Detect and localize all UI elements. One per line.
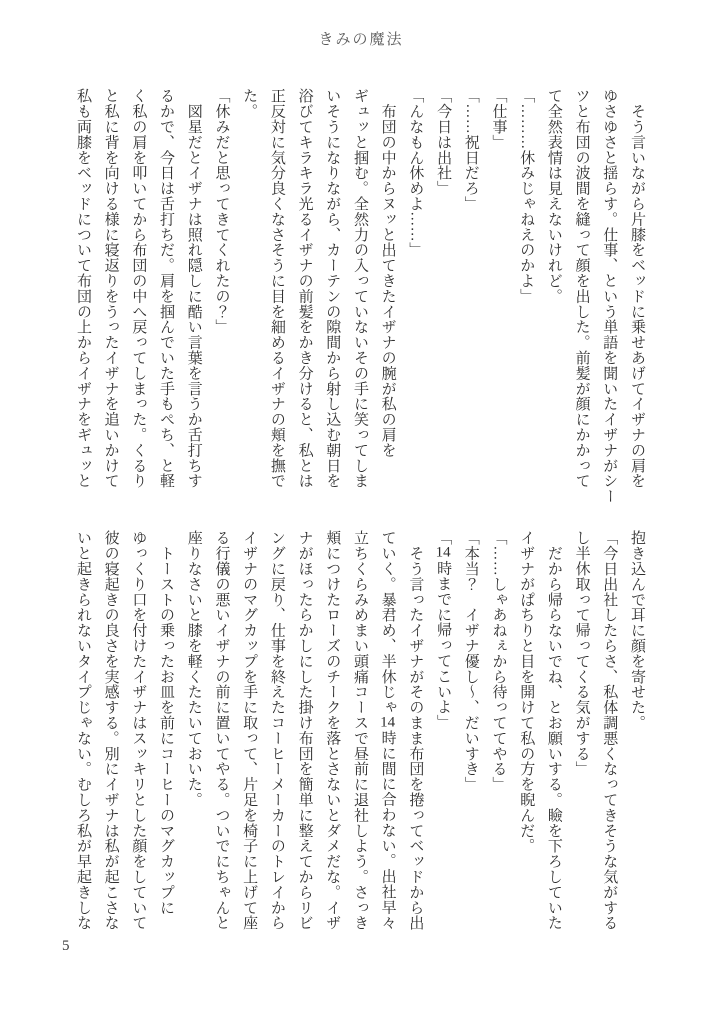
tatechuyoko-number: 14 [435,545,451,561]
text-line: ナがほったらかしにした掛け布団を簡単に整えてからリビ [296,530,313,931]
text-block-top [62,88,650,506]
text-line: そう言いながら片膝をベッドに乗せあげてイザナの肩を [629,88,645,489]
text-line: ていく。暴君め、半休じゃ14時に間に合わない。出社早々 [379,530,396,931]
text-line: いと起きられないタイプじゃない。むしろ私が早起きしな [74,530,91,931]
text-line: イザナがぱちりと目を開けて私の方を睨んだ。 [518,530,535,854]
text-line: 座りなさいと膝を軽くたたいておいた。 [185,530,202,808]
text-line: し半休取って帰ってくる気がする」 [573,530,590,777]
text-line: イザナのマグカップを手に取って、片足を椅子に上げて座 [241,530,258,931]
text-line: て全然表情は見えないけれど。 [545,88,562,304]
text-block-bottom [62,530,650,966]
text-line: と私に背を向ける様に寝返りをうったイザナを追いかけて [102,88,119,489]
text-line: ゆさゆさと揺らす。仕事、という単語を聞いたイザナがシー [601,88,618,504]
text-line: 図星だとイザナは照れ隠しに酷い言葉を言うか舌打ちす [185,88,202,489]
text-line: ゆっくり口を付けたイザナはスッキリとした顔をしていて [130,530,147,931]
text-line: 「………休みじゃねえのかよ」 [518,88,535,304]
text-line: トーストの乗ったお皿を前にコーヒーのマグカップに [158,530,175,915]
text-line: そう言ったイザナがそのまま布団を捲ってベッドから出 [407,530,424,931]
text-line: 浴びてキラキラ光るイザナの前髪をかき分けると、私とは [296,88,313,489]
text-line: 「……祝日だろ」 [462,88,479,212]
text-line: く私の肩を叩いてから布団の中へ戻ってしまった。くるり [130,88,147,489]
text-line: 私も両膝をベッドについて布団の上からイザナをギュッと [74,88,91,489]
text-line: 抱き込んで耳に顔を寄せた。 [629,530,645,731]
text-line: 「……しゃあねぇから待っててやる」 [490,530,507,792]
text-line: 「今日は出社」 [435,88,452,196]
text-line: 「本当？ イザナ優し〜、だいすき」 [462,530,479,792]
page-number: 5 [62,938,70,954]
running-head-title: きみの魔法 [318,32,404,48]
text-line: 彼の寝起きの良さを実感する。別にイザナは私が起こさな [102,530,119,931]
text-line: 「んなもん休めよ……」 [407,88,424,258]
tatechuyoko-number: 14 [380,714,396,730]
text-line: 正反対に気分良くなさそうに目を細めるイザナの頬を撫で [268,88,285,489]
text-line: る行儀の悪いイザナの前に置いてやる。ついでにちゃんと [213,530,230,931]
text-line: ツと布団の波間を縫って顔を出した。前髪が顔にかかって [573,88,590,489]
text-line: ングに戻り、仕事を終えたコーヒーメーカーのトレイから [268,530,285,931]
text-line: だから帰らないでね、とお願いする。瞼を下ろしていた [545,530,562,931]
text-line: 布団の中からヌッと出てきたイザナの腕が私の肩を [379,88,396,458]
text-line: 「休みだと思ってきてくれたの？」 [213,88,230,335]
text-line: るかで、今日は舌打ちだ。肩を掴んでいた手もぺち、と軽 [158,88,175,489]
text-line: 頬につけたローズのチークを落とさないとダメだな。イザ [324,530,341,931]
text-line: た。 [241,88,258,119]
text-line: 「今日出社したらさ、私体調悪くなってきそうな気がする [601,530,618,931]
text-line: 「14時までに帰ってこいよ」 [435,530,452,730]
text-line: いそうになりながら、カーテンの隙間から射し込む朝日を [324,88,341,489]
text-line: 立ちくらみめまい頭痛コースで昼前に退社しよう。さっき [351,530,368,931]
text-line: 「仕事」 [490,88,507,150]
text-line: ギュッと掴む。全然力の入っていないその手に笑ってしま [351,88,368,489]
